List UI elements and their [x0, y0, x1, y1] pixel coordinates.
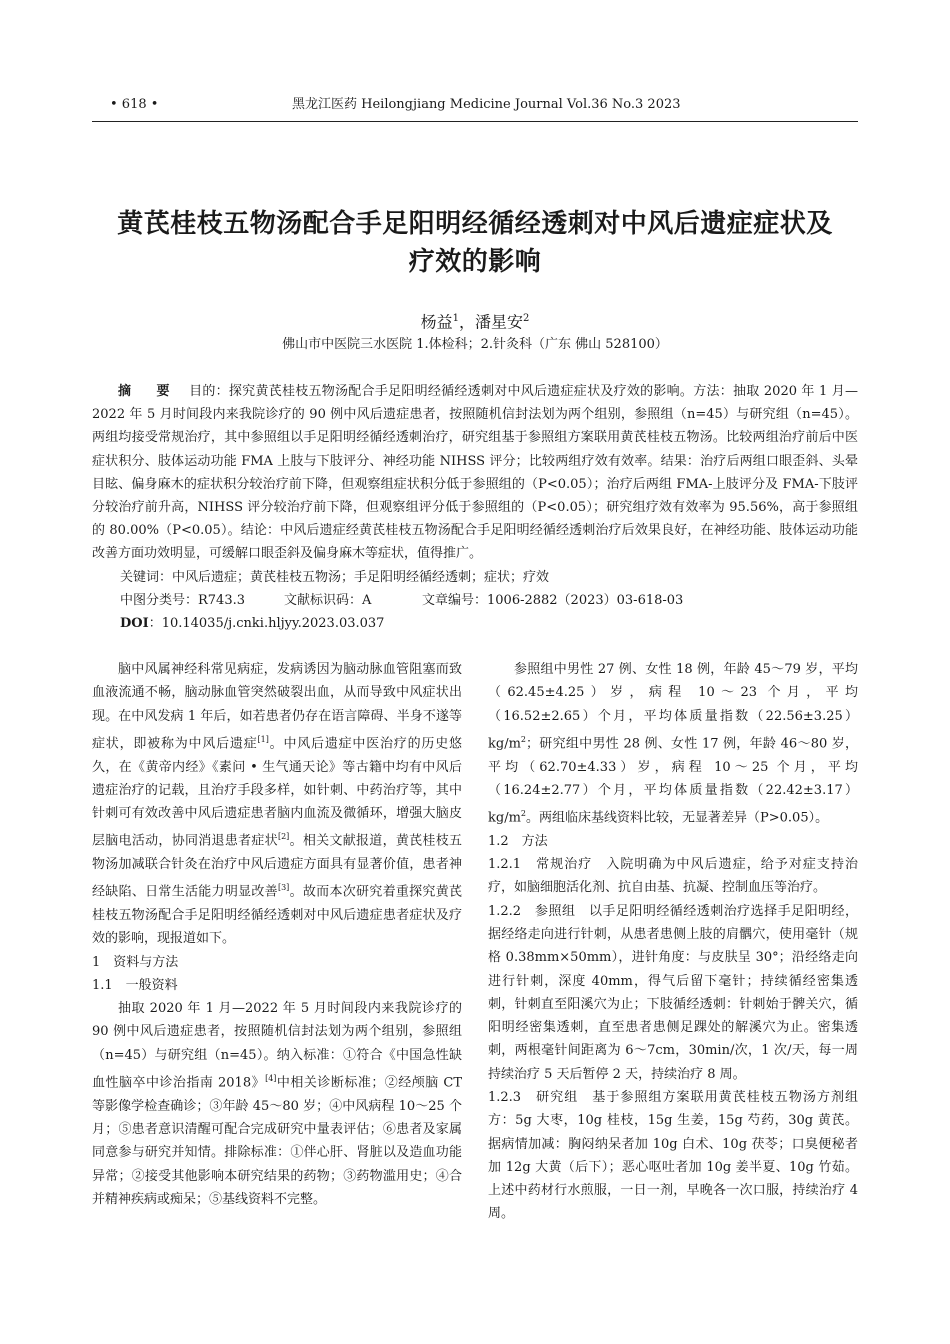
intro-text: 。中风后遗症中医治疗的历史悠久，在《黄帝内经》《素问 • 生气通天论》等古籍中均有中风后遗症治疗的记载，且治疗手段多样，如针刺、中药治疗等，其中针刺可有效改善中风后遗症患者脑内血流及微循环，增强大脑皮层脑电活动，协同消退患者症状 [92, 736, 462, 849]
body-column-left [92, 658, 462, 1211]
author-separator: ， [458, 312, 475, 332]
baseline-paragraph [488, 658, 858, 830]
article-title [92, 205, 858, 281]
citation-ref: [4] [265, 1074, 277, 1084]
doi-value: ：10.14035/j.cnki.hljyy.2023.03.037 [148, 616, 385, 631]
abstract-text: 目的：探究黄芪桂枝五物汤配合手足阳明经循经透刺对中风后遗症症状及疗效的影响。方法：抽取 2020 年 1 月—2022 年 5 月时间段内来我院诊疗的 90 例中风后遗症患者，按照随机信封法划为两个组别，参照组（n=45）与研究组（n=45）。两组均接受常规治疗，其中参照组以手足阳明经循经透刺治疗，研究组基于参照组方案联用黄芪桂枝五物汤。比较两组治疗前后中医症状积分、肢体运动功能 FMA 上肢与下肢评分、神经功能 NIHSS 评分；比较两组疗效有效率。结果：治疗后两组口眼歪斜、头晕目眩、偏身麻木的症状积分较治疗前下降，但观察组症状积分低于参照组的（P<0.05）；治疗后两组 FMA-上肢评分及 FMA-下肢评分较治疗前升高，NIHSS 评分较治疗前下降，但观察组评分低于参照组的（P<0.05）；研究组疗效有效率为 95.56%，高于参照组的 80.00%（P<0.05）。结论：中风后遗症经黄芪桂枝五物汤配合手足阳明经循经透刺治疗后效果良好，在神经功能、肢体运动功能改善方面功效明显，可缓解口眼歪斜及偏身麻木等症状，值得推广。 [92, 384, 858, 562]
superscript: 2 [520, 734, 526, 744]
abstract [92, 380, 858, 566]
document-code: 文献标识码：A [284, 593, 372, 608]
author-affiliation-mark: 2 [523, 313, 530, 324]
baseline-text: 。两组临床基线资料比较，无显著差异（P>0.05）。 [526, 810, 829, 826]
affiliation: 佛山市中医院三水医院 1.体检科；2.针灸科（广东 佛山 528100） [282, 337, 668, 352]
citation-ref: [3] [277, 883, 290, 893]
intro-text: 。相关文献报道，黄芪桂枝五物汤加减联合针灸在治疗中风后遗症方面具有显著价值，患者神经缺陷、日常生活能力明显改善 [92, 833, 462, 900]
doi-label: DOI [120, 616, 149, 631]
body-column-right [488, 658, 858, 1226]
header-divider [92, 121, 858, 122]
general-data-paragraph [92, 997, 462, 1211]
reference-group-paragraph: 1.2.2 参照组 以手足阳明经循经透刺治疗选择手足阳明经，据经络走向进行针刺，从患者患侧上肢的肩髃穴，使用毫针（规格 0.38mm×50mm），进针角度：与皮肤呈 30°；沿经络走向进行针刺，深度 40mm，得气后留下毫针；持续循经密集透刺，针刺直至阳溪穴为止；下肢循经透刺：针刺始于髀关穴，循阳明经密集透刺，直至患者患侧足踝处的解溪穴为止。密集透刺，两根毫针间距离为 6～7cm，30min/次，1 次/天，每一周持续治疗 5 天后暂停 2 天，持续治疗 8 周。 [488, 903, 858, 1082]
article-title-line2: 疗效的影响 [408, 247, 542, 277]
baseline-text: 参照组中男性 27 例、女性 18 例，年龄 45～79 岁，平均（62.45±4.25）岁，病程 10～23 个月，平均（16.52±2.65）个月，平均体质量指数（22.56±3.25）kg/m [488, 662, 858, 752]
citation-ref: [2] [277, 832, 290, 842]
journal-title: 黑龙江医药 Heilongjiang Medicine Journal Vol.36 No.3 2023 [292, 97, 681, 112]
intro-text: 脑中风属神经科常见病症，发病诱因为脑动脉血管阻塞而致血液流通不畅，脑动脉血管突然破裂出血，从而导致中风症状出现。在中风发病 1 年后，如若患者仍存在语言障碍、半身不遂等症状，即被称为中风后遗症 [92, 662, 462, 752]
superscript: 2 [520, 809, 526, 819]
author-list [92, 308, 858, 333]
abstract-label: 摘 要 [118, 384, 176, 399]
page-number: • 618 • [110, 97, 159, 112]
article-title-line1: 黄芪桂枝五物汤配合手足阳明经循经透刺对中风后遗症症状及 [117, 209, 833, 239]
keywords-text: 关键词：中风后遗症；黄芪桂枝五物汤；手足阳明经循经透刺；症状；疗效 [120, 570, 550, 585]
author-name: 杨益 [420, 312, 453, 332]
study-group-paragraph: 1.2.3 研究组 基于参照组方案联用黄芪桂枝五物汤方剂组方：5g 大枣，10g 桂枝，15g 生姜，15g 芍药，30g 黄芪。据病情加减：胸闷纳呆者加 10g 白术、10g 茯苓；口臭便秘者加 12g 大黄（后下）；恶心呕吐者加 10g 姜半夏、10g 竹茹。上述中药材行水煎服，一日一剂，早晚各一次口服，持续治疗 4 周。 [488, 1090, 858, 1222]
author-affiliation-mark: 1 [452, 313, 459, 324]
article-number: 文章编号：1006-2882（2023）03-618-03 [422, 593, 684, 608]
clc-number: 中图分类号：R743.3 [120, 593, 246, 608]
classification-line [120, 591, 858, 611]
section-heading: 1 资料与方法 [92, 954, 179, 970]
running-header [92, 96, 858, 120]
doi-line [120, 614, 858, 634]
keywords [120, 568, 858, 588]
citation-ref: [1] [257, 734, 269, 744]
author-name: 潘星安 [475, 312, 524, 332]
subsection-heading: 1.2 方法 [488, 833, 548, 849]
general-data-text: 中相关诊断标准；②经颅脑 CT 等影像学检查确诊；③年龄 45～80 岁；④中风病程 10～25 个月；⑤患者意识清醒可配合完成研究中量表评估；⑥患者及家属同意参与研究并知情。排除标准：①伴心肝、肾脏以及造血功能异常；②接受其他影响本研究结果的药物；③药物滥用史；④合并精神疾病或痴呆；⑤基线资料不完整。 [92, 1075, 462, 1207]
intro-text: 。故而本次研究着重探究黄芪桂枝五物汤配合手足阳明经循经透刺对中风后遗症患者症状及疗效的影响，现报道如下。 [92, 884, 462, 947]
abstract-paragraph [92, 380, 858, 566]
subsection-heading: 1.1 一般资料 [92, 977, 178, 993]
intro-paragraph [92, 658, 462, 951]
routine-treatment-paragraph: 1.2.1 常规治疗 入院明确为中风后遗症，给予对症支持治疗，如脑细胞活化剂、抗自由基、抗凝、控制血压等治疗。 [488, 857, 858, 896]
general-data-text: 抽取 2020 年 1 月—2022 年 5 月时间段内来我院诊疗的 90 例中风后遗症患者，按照随机信封法划为两个组别，参照组（n=45）与研究组（n=45）。纳入标准：①符合《中国急性缺血性脑卒中诊治指南 2018》 [92, 1001, 462, 1091]
baseline-text: ；研究组中男性 28 例、女性 17 例，年龄 46～80 岁，平均（62.70±4.33）岁，病程 10～25 个月，平均（16.24±2.77）个月，平均体质量指数（22.42±3.17）kg/m [488, 736, 858, 826]
